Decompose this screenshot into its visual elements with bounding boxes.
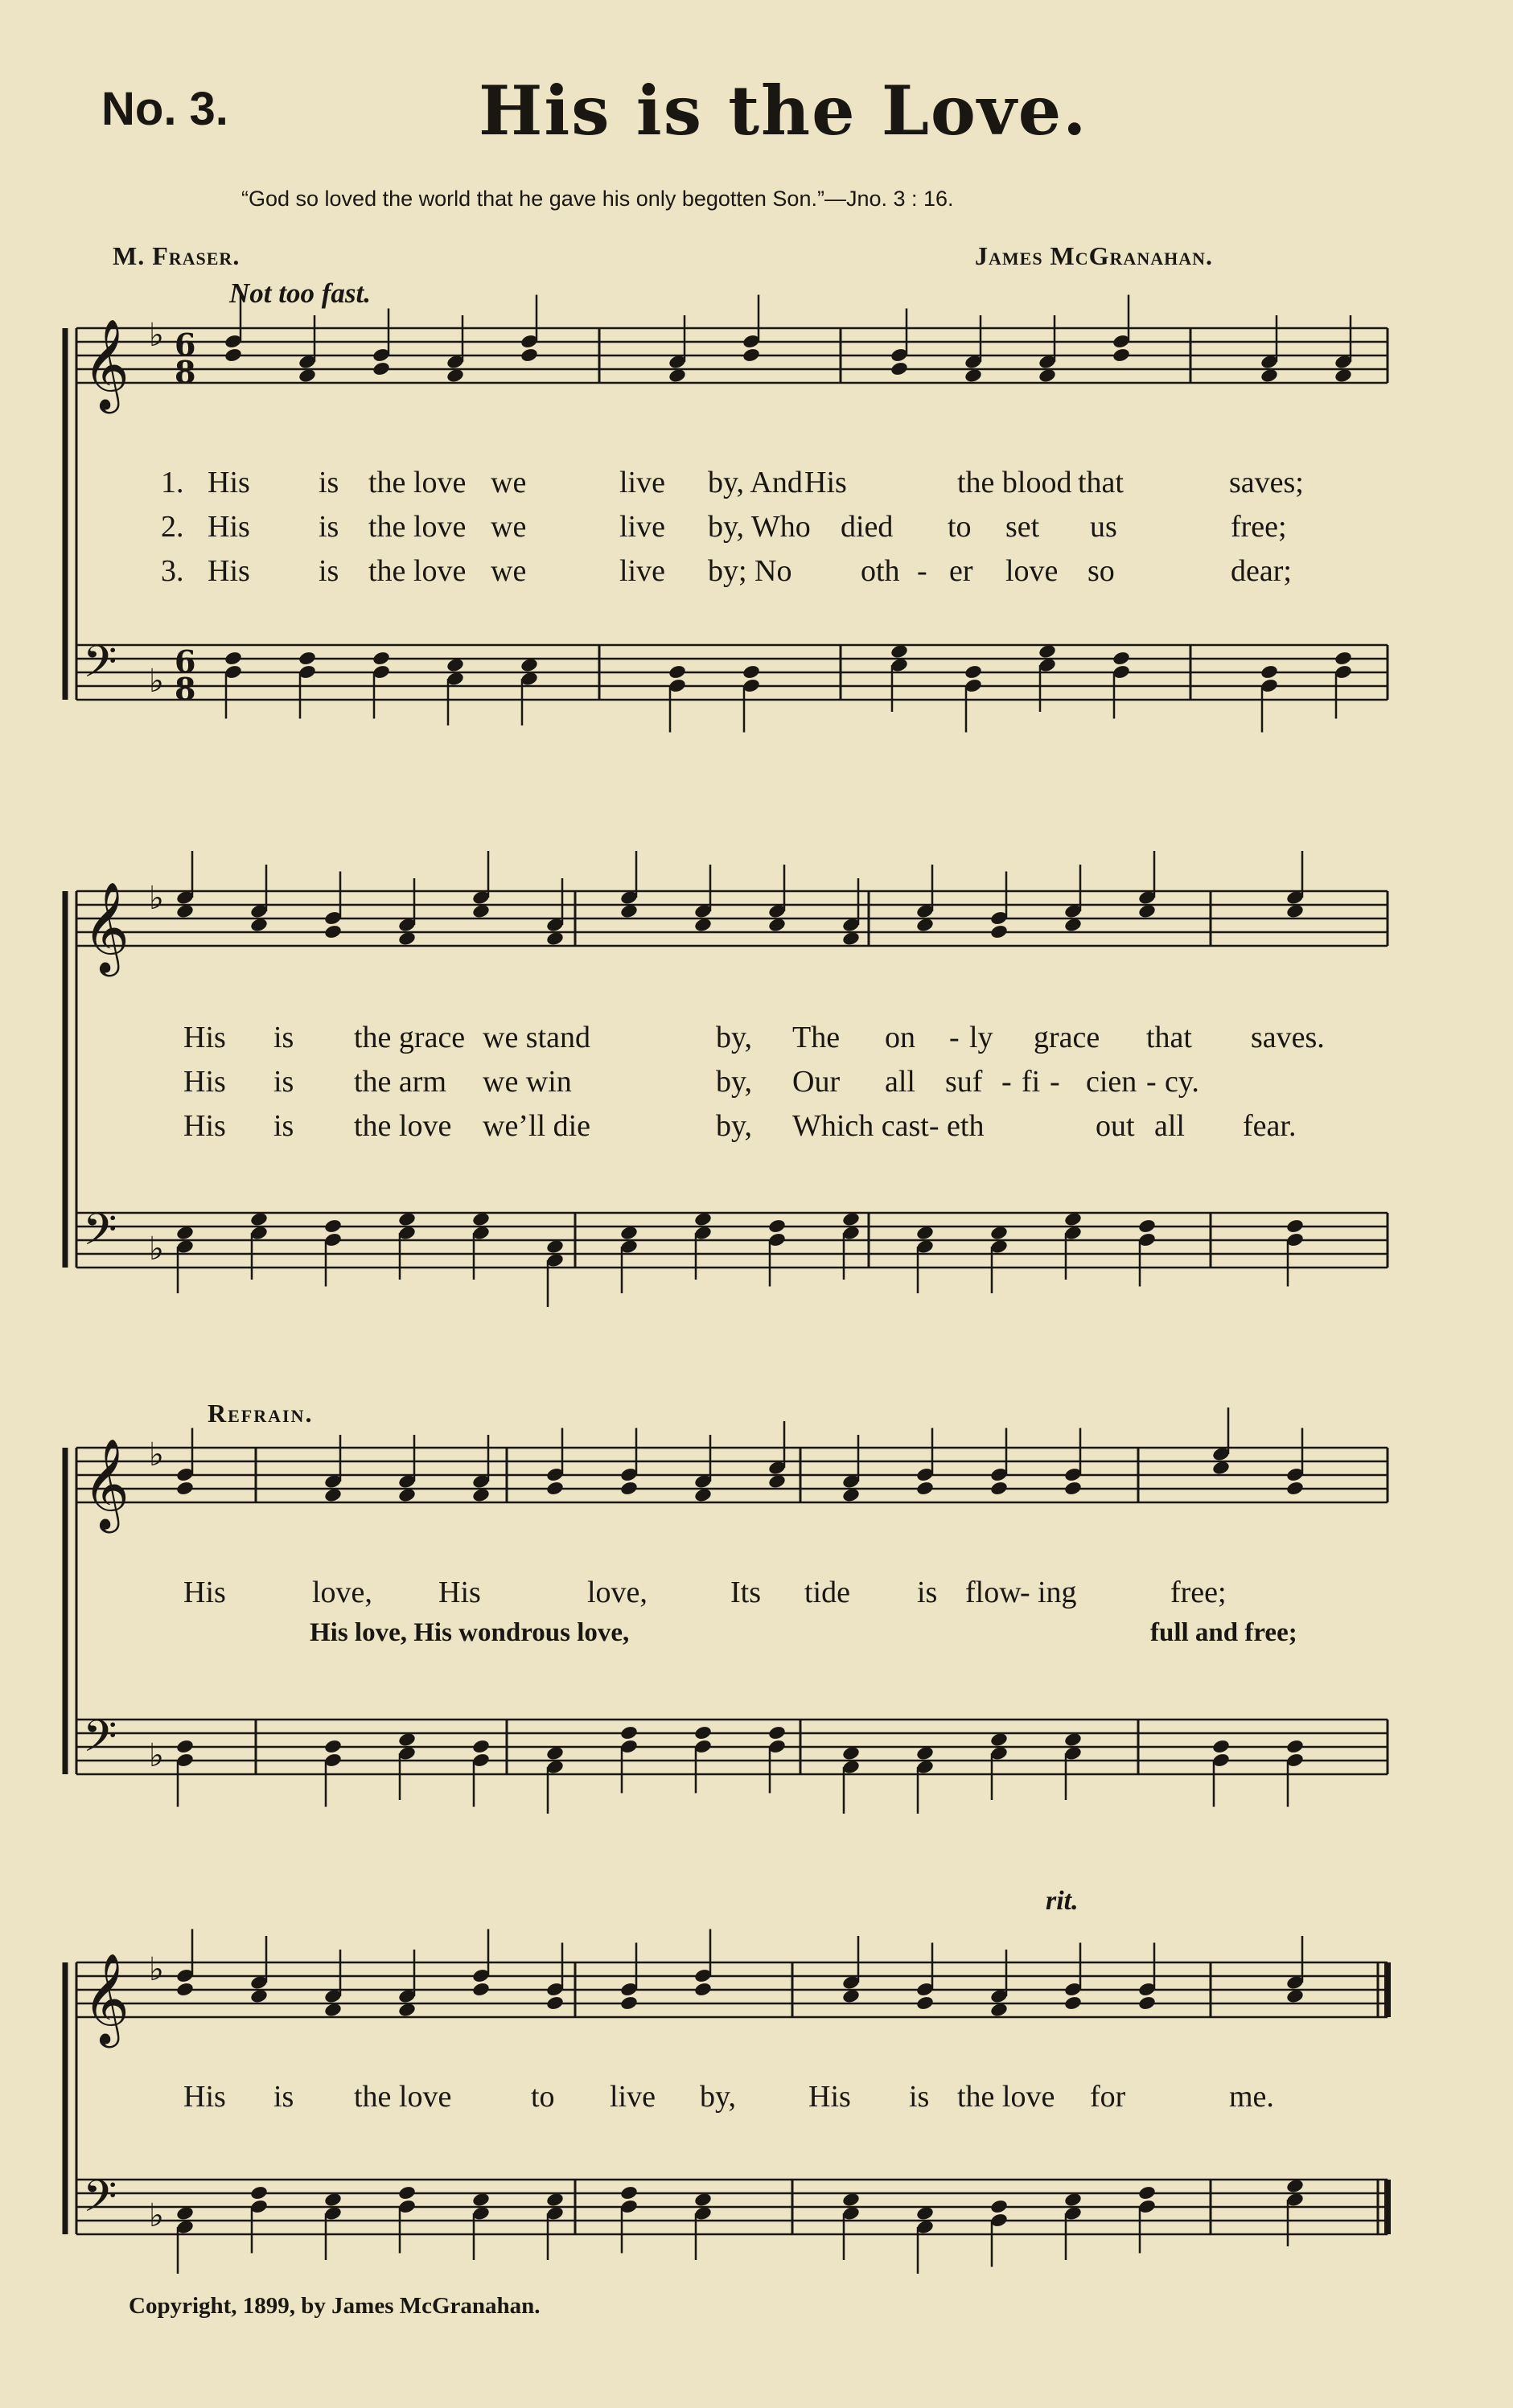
note-head	[545, 1481, 565, 1497]
lyric-word: all	[1154, 1109, 1185, 1143]
lyric-word: is	[319, 466, 339, 499]
note-head	[397, 2185, 417, 2201]
lyric-word: His	[208, 466, 250, 499]
lyric-word: His	[183, 2080, 226, 2114]
note-head	[1137, 1218, 1157, 1235]
note-head	[890, 361, 909, 377]
lyric-word: the love	[368, 510, 467, 544]
scripture-quote: “God so loved the world that he gave his only begotten Son.”—Jno. 3 : 16.	[241, 187, 954, 211]
time-signature-top: 6	[175, 643, 196, 680]
note-head	[175, 1982, 195, 1998]
clef-glyph: 𝄢	[83, 1204, 117, 1266]
note-head	[742, 664, 761, 680]
note-head	[471, 1982, 491, 1998]
note-head	[1334, 651, 1353, 667]
lyric-word: His	[183, 1065, 226, 1099]
clef-glyph: 𝄢	[83, 636, 117, 698]
note-head	[175, 1481, 195, 1497]
lyric-word: by; No	[708, 554, 792, 588]
lyric-word: free;	[1231, 510, 1287, 544]
lyric-word: -	[949, 1021, 960, 1054]
lyric-word: set	[1005, 510, 1040, 544]
note-head	[989, 924, 1009, 940]
lyric-word: by, Who	[708, 510, 811, 544]
copyright-notice: Copyright, 1899, by James McGranahan.	[129, 2293, 541, 2319]
lyric-word: His	[183, 1576, 226, 1609]
clef-glyph: 𝄞	[83, 1438, 130, 1530]
lyric-word: free;	[1170, 1576, 1227, 1609]
note-head	[1063, 1481, 1083, 1497]
note-head	[1285, 1481, 1305, 1497]
lyric-word: is	[273, 1109, 294, 1143]
lyric-word: grace	[1034, 1021, 1100, 1054]
flat-sign: ♭	[149, 663, 164, 700]
lyric-word: His	[183, 1109, 226, 1143]
note-head	[1063, 1995, 1083, 2011]
lyric-word: ing	[1038, 1576, 1077, 1609]
lyric-word: fear.	[1243, 1109, 1297, 1143]
lyric-word: us	[1090, 510, 1117, 544]
note-head	[989, 1481, 1009, 1497]
flat-sign: ♭	[149, 1436, 164, 1473]
lyric-word: -	[1001, 1065, 1012, 1099]
lyric-word: His	[183, 1021, 226, 1054]
note-head	[767, 1725, 787, 1741]
lyric-word: we	[491, 554, 527, 588]
lyric-word: His love, His wondrous love,	[310, 1618, 630, 1647]
lyric-word: is	[273, 1065, 294, 1099]
lyric-word: ly	[969, 1021, 993, 1054]
lyric-word: the love	[368, 554, 467, 588]
flat-sign: ♭	[149, 1951, 164, 1988]
lyric-word: is	[319, 510, 339, 544]
note-head	[249, 2185, 269, 2201]
lyric-word: we	[491, 510, 527, 544]
lyric-word: so	[1087, 554, 1115, 588]
time-signature-top: 6	[175, 327, 196, 363]
clef-glyph: 𝄞	[83, 1953, 130, 2044]
lyric-word: by,	[716, 1021, 753, 1054]
clef-glyph: 𝄞	[83, 881, 130, 973]
note-head	[915, 1995, 935, 2011]
lyric-word: Our	[792, 1065, 841, 1099]
note-head	[323, 924, 343, 940]
lyric-word: His	[808, 2080, 851, 2114]
note-head	[520, 347, 539, 364]
lyric-word: His	[208, 554, 250, 588]
lyric-word: out	[1096, 1109, 1135, 1143]
note-head	[298, 651, 317, 667]
lyric-word: live	[619, 554, 665, 588]
note-head	[1260, 664, 1279, 680]
hymn-title: His is the Love.	[479, 71, 1088, 150]
note-head	[1137, 1995, 1157, 2011]
lyric-word: tide	[804, 1576, 850, 1609]
lyric-word: the grace	[354, 1021, 466, 1054]
lyric-word: love,	[312, 1576, 372, 1609]
flat-sign: ♭	[149, 2197, 164, 2234]
lyric-word: the love	[354, 1109, 452, 1143]
lyric-word: love,	[587, 1576, 648, 1609]
note-head	[224, 347, 243, 364]
lyric-word: His	[438, 1576, 481, 1609]
lyric-word: the love	[368, 466, 467, 499]
composer-credit: James McGranahan.	[975, 241, 1213, 270]
lyric-word: -	[1146, 1065, 1157, 1099]
lyric-word: cy.	[1165, 1065, 1199, 1099]
lyric-word: Its	[730, 1576, 761, 1609]
hymn-number: No. 3.	[101, 83, 228, 135]
lyric-word: 1.	[161, 466, 184, 499]
clef-glyph: 𝄢	[83, 1711, 117, 1773]
note-head	[1137, 2185, 1157, 2201]
lyric-word: -	[917, 554, 927, 588]
lyric-word: full and free;	[1150, 1618, 1297, 1647]
lyric-word: dear;	[1231, 554, 1292, 588]
lyric-word: the love	[957, 2080, 1055, 2114]
lyric-word: is	[909, 2080, 930, 2114]
lyric-word: suf	[945, 1065, 983, 1099]
lyric-word: all	[885, 1065, 915, 1099]
lyric-word: is	[273, 2080, 294, 2114]
note-head	[1112, 347, 1131, 364]
note-head	[1285, 1218, 1305, 1235]
lyric-word: flow	[965, 1576, 1022, 1609]
lyric-word: love	[1005, 554, 1059, 588]
lyric-word: that	[1146, 1021, 1192, 1054]
flat-sign: ♭	[149, 317, 164, 354]
note-head	[767, 1218, 787, 1235]
time-signature-bottom: 8	[175, 671, 196, 707]
clef-glyph: 𝄞	[83, 318, 130, 410]
note-head	[619, 2185, 639, 2201]
note-head	[323, 1218, 343, 1235]
lyric-word: er	[949, 554, 973, 588]
note-head	[693, 1725, 713, 1741]
lyric-word: oth	[861, 554, 900, 588]
note-head	[619, 1481, 639, 1497]
note-head	[323, 1739, 343, 1755]
flat-sign: ♭	[149, 880, 164, 917]
lyric-word: the love	[354, 2080, 452, 2114]
lyric-word: to	[531, 2080, 555, 2114]
note-head	[372, 361, 391, 377]
note-head	[619, 1995, 639, 2011]
lyric-word: His	[804, 466, 847, 499]
note-head	[175, 1739, 195, 1755]
lyric-word: His	[208, 510, 250, 544]
note-head	[471, 1739, 491, 1755]
note-head	[619, 1725, 639, 1741]
lyric-word: the blood	[957, 466, 1072, 499]
tempo-marking: Not too fast.	[229, 277, 371, 309]
rit-marking: rit.	[1046, 1886, 1079, 1916]
flat-sign: ♭	[149, 1737, 164, 1774]
lyric-word: that	[1078, 466, 1124, 499]
note-head	[1112, 651, 1131, 667]
lyric-word: died	[841, 510, 894, 544]
lyric-word: saves.	[1251, 1021, 1325, 1054]
refrain-label: Refrain.	[208, 1399, 314, 1428]
lyric-word: by, And	[708, 466, 803, 499]
lyric-word: Which cast- eth	[792, 1109, 985, 1143]
lyric-word: we stand	[483, 1021, 591, 1054]
note-head	[964, 664, 983, 680]
note-head	[742, 347, 761, 364]
lyric-word: is	[273, 1021, 294, 1054]
lyric-word: -	[1050, 1065, 1060, 1099]
note-head	[545, 1995, 565, 2011]
lyric-word: live	[619, 510, 665, 544]
lyric-word: me.	[1229, 2080, 1274, 2114]
note-head	[668, 664, 687, 680]
lyric-word: 2.	[161, 510, 184, 544]
lyric-word: by,	[716, 1109, 753, 1143]
lyric-word: on	[885, 1021, 915, 1054]
lyric-word: saves;	[1229, 466, 1304, 499]
time-signature-bottom: 8	[175, 354, 196, 390]
lyric-word: the arm	[354, 1065, 447, 1099]
lyric-word: -	[1020, 1576, 1030, 1609]
note-head	[693, 1982, 713, 1998]
note-head	[989, 2199, 1009, 2215]
lyric-word: live	[619, 466, 665, 499]
lyric-word: is	[917, 1576, 938, 1609]
clef-glyph: 𝄢	[83, 2171, 117, 2233]
note-head	[1211, 1739, 1231, 1755]
lyricist-credit: M. Fraser.	[113, 241, 241, 270]
lyric-word: we’ll die	[483, 1109, 591, 1143]
lyric-word: live	[610, 2080, 656, 2114]
lyric-word: The	[792, 1021, 841, 1054]
note-head	[224, 651, 243, 667]
note-head	[372, 651, 391, 667]
note-head	[915, 1481, 935, 1497]
note-head	[1285, 1739, 1305, 1755]
lyric-word: fi	[1022, 1065, 1041, 1099]
lyric-word: we win	[483, 1065, 572, 1099]
lyric-word: is	[319, 554, 339, 588]
lyric-word: we	[491, 466, 527, 499]
lyric-word: for	[1090, 2080, 1126, 2114]
lyric-word: cien	[1086, 1065, 1137, 1099]
lyric-word: by,	[716, 1065, 753, 1099]
flat-sign: ♭	[149, 1231, 164, 1268]
lyric-word: by,	[700, 2080, 737, 2114]
lyric-word: 3.	[161, 554, 184, 588]
lyric-word: to	[948, 510, 972, 544]
